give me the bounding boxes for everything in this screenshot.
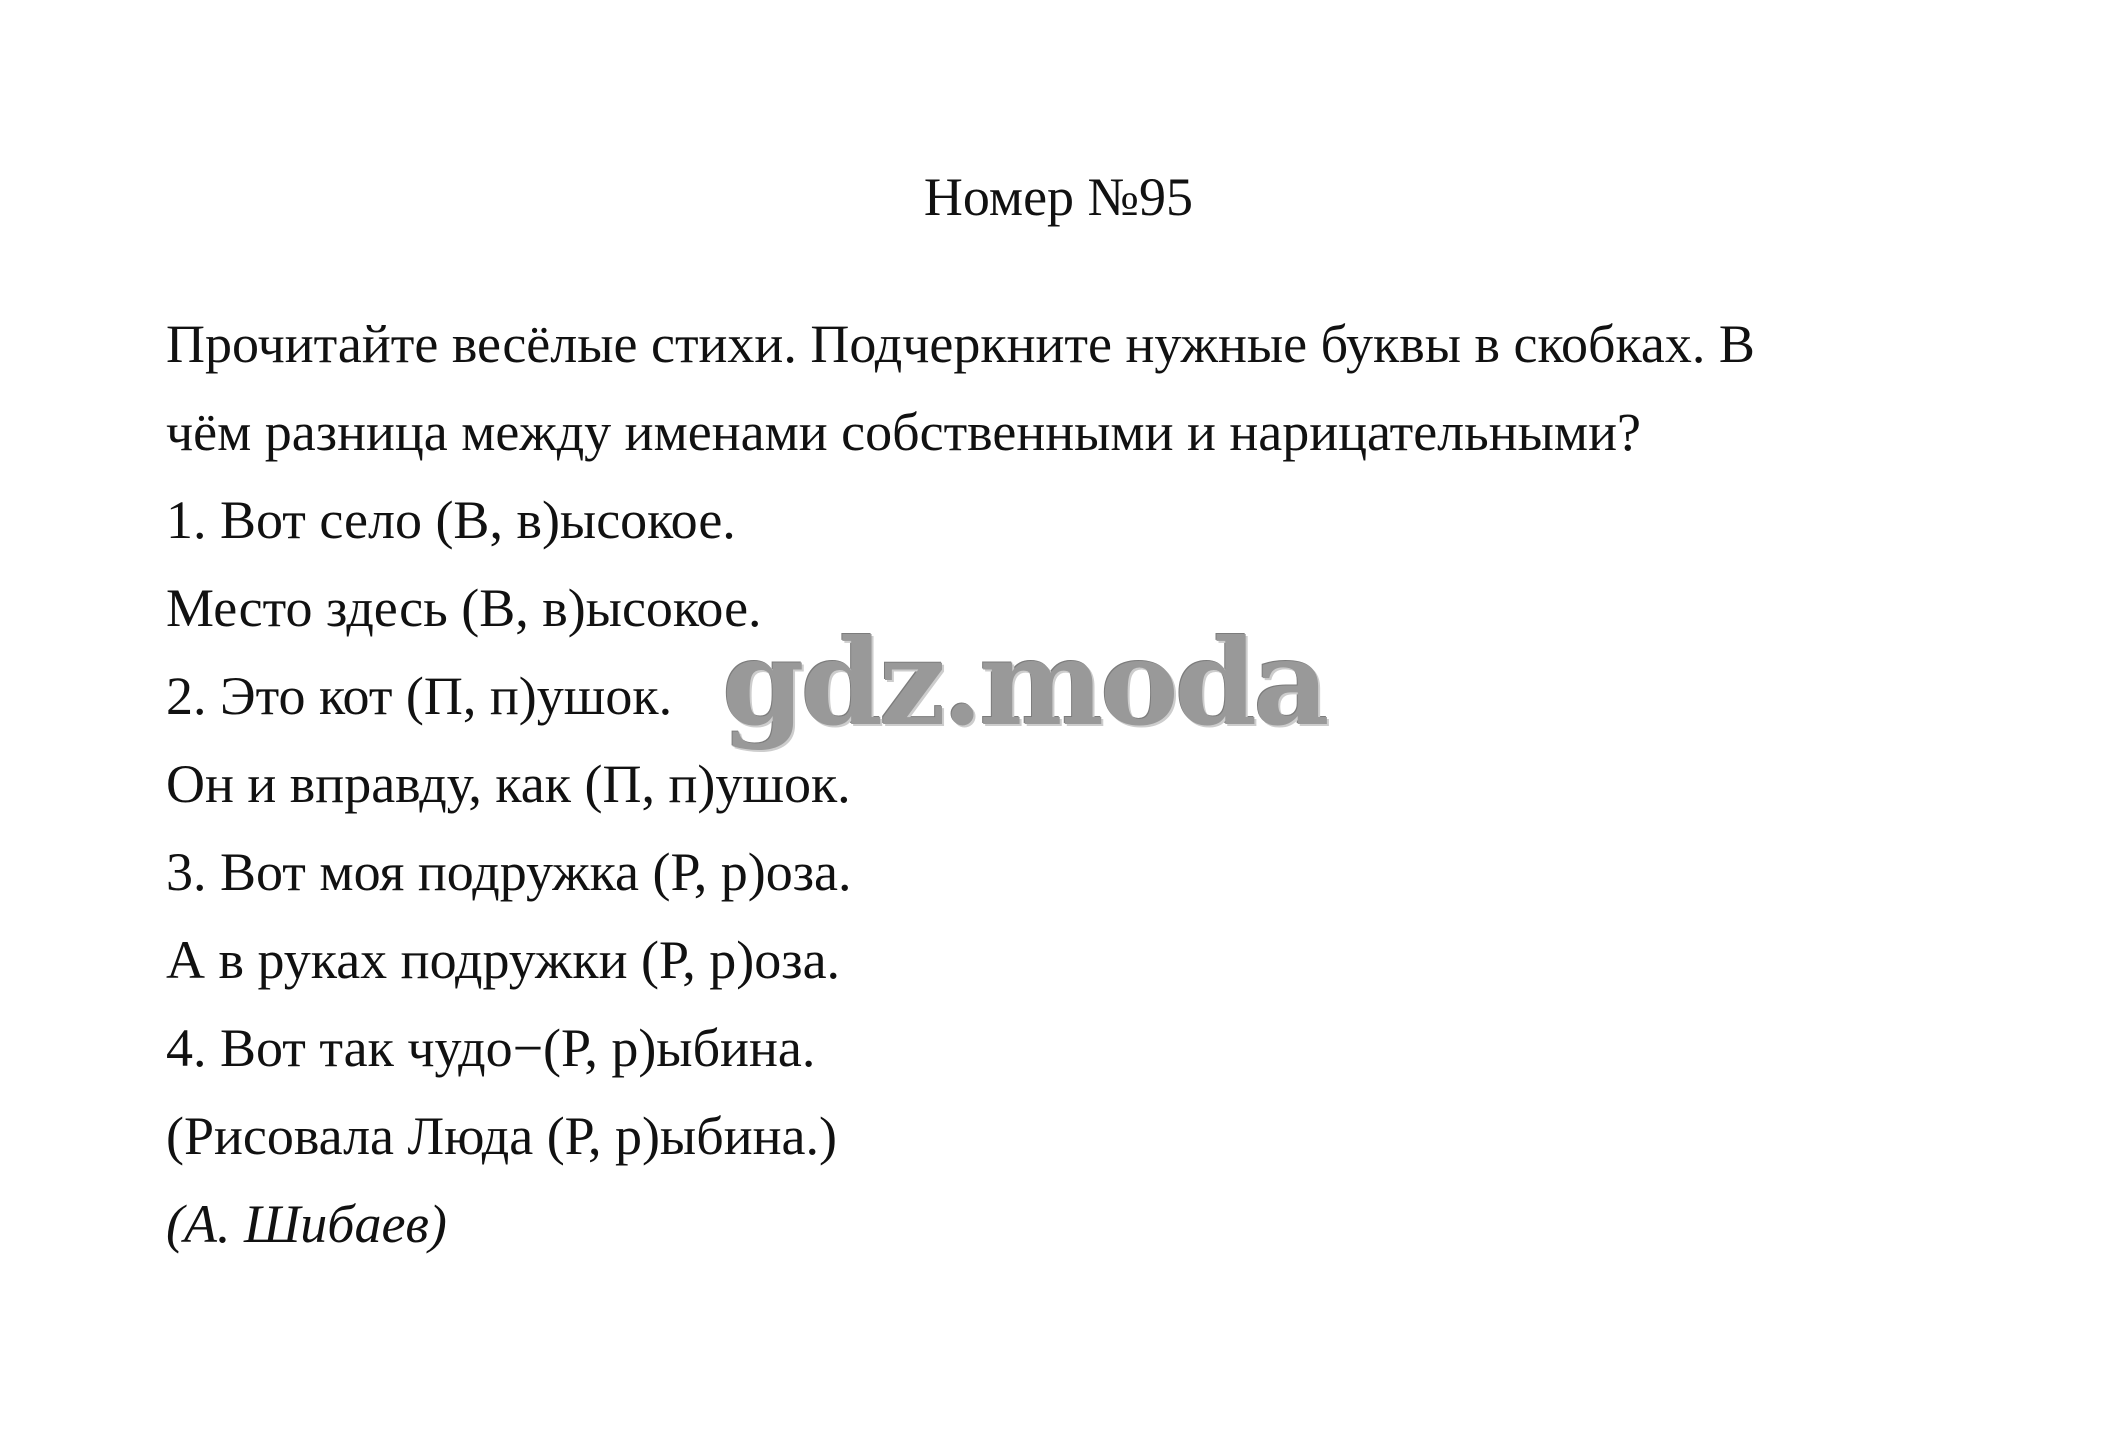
- poem-line-2: Место здесь (В, в)ысокое.: [166, 578, 762, 638]
- poem-author: (А. Шибаев): [166, 1194, 447, 1254]
- page-title: Номер №95: [923, 167, 1194, 227]
- poem-line-8: (Рисовала Люда (Р, р)ыбина.): [166, 1106, 837, 1166]
- poem-line-4: Он и вправду, как (П, п)ушок.: [166, 754, 851, 814]
- exercise-body: [166, 300, 1966, 1268]
- watermark-logo: gdz.moda: [722, 613, 1326, 752]
- task-text-line-1: Прочитайте весёлые стихи. Подчеркните нужные буквы в скобках. В: [166, 314, 1755, 374]
- poem-line-6: А в руках подружки (Р, р)оза.: [166, 930, 841, 990]
- poem-line-3: 2. Это кот (П, п)ушок.: [166, 666, 673, 726]
- poem-line-5: 3. Вот моя подружка (Р, р)оза.: [166, 842, 852, 902]
- poem-line-7: 4. Вот так чудо−(Р, р)ыбина.: [166, 1018, 816, 1078]
- task-text-line-2: чём разница между именами собственными и нарицательными?: [166, 402, 1641, 462]
- poem-line-1: 1. Вот село (В, в)ысокое.: [166, 490, 736, 550]
